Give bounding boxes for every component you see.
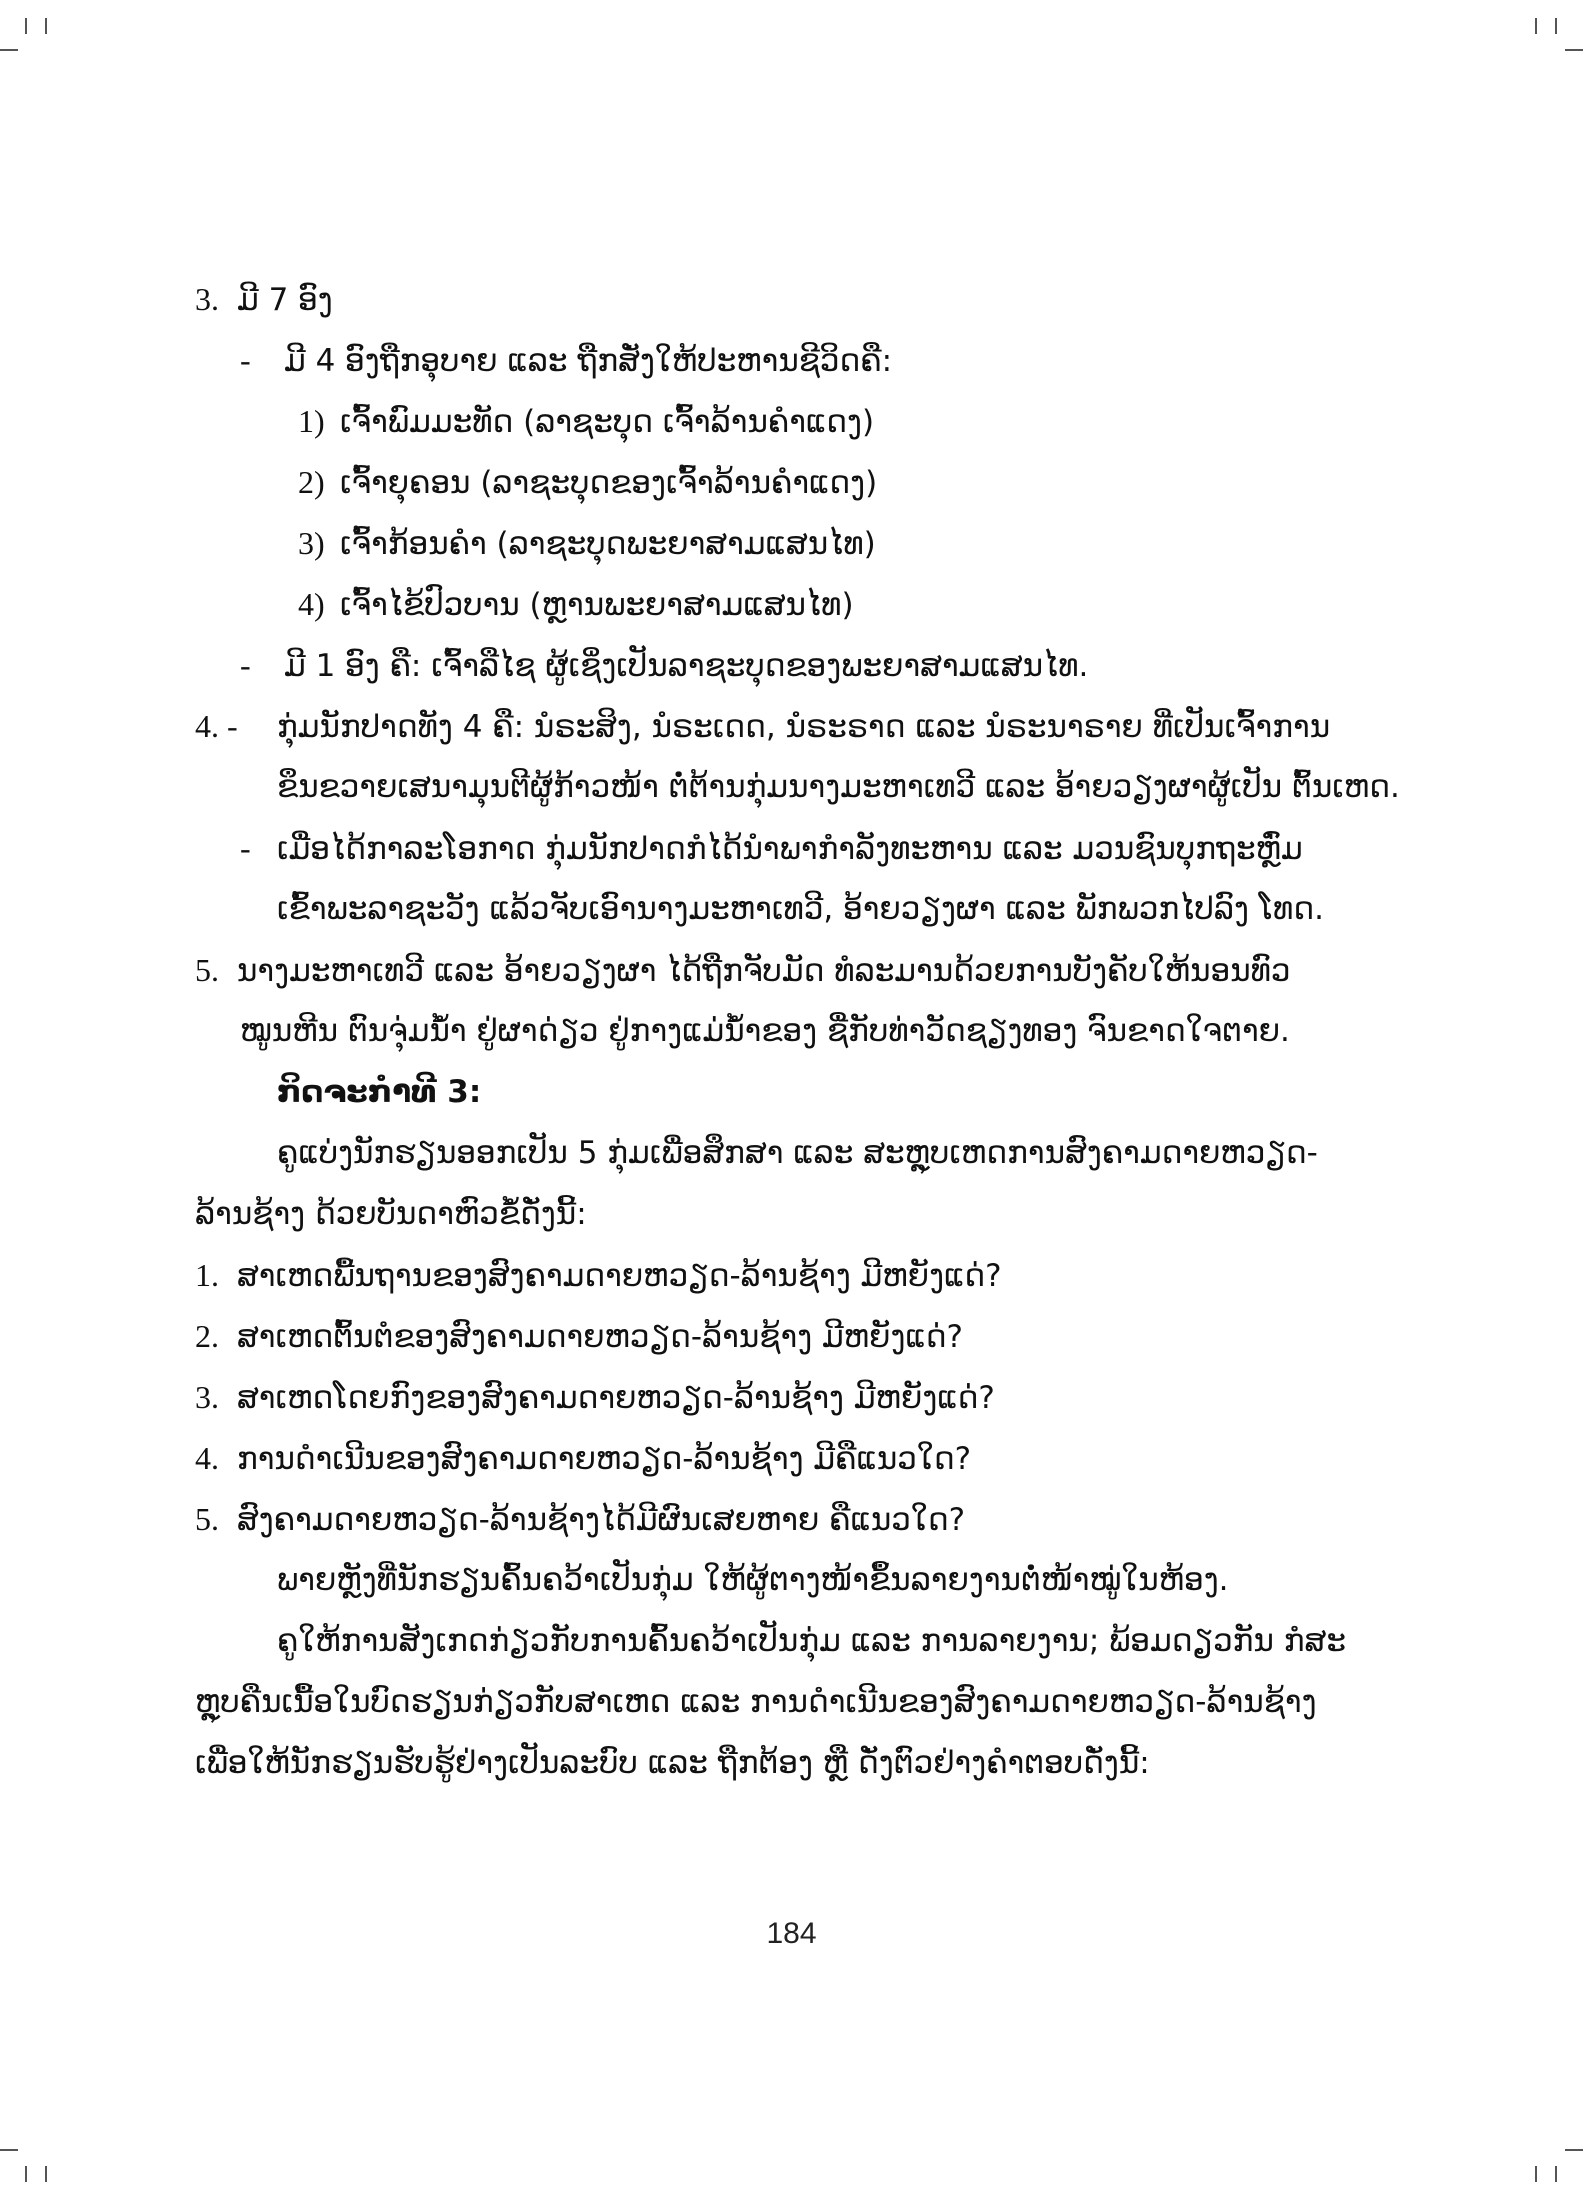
line-text: ກຸ່ມນັກປາດທັງ 4 ຄື: ນໍຣະສິງ, ນໍຣະເດດ, ນໍຣະຣາດ ແລະ ນໍຣະນາຣາຍ ທີ່ເປັນເຈົ້າການ xyxy=(277,709,1331,745)
line-text: ຫຼຸບຄືນເນື້ອໃນບົດຮຽນກ່ຽວກັບສາເຫດ ແລະ ການດຳເນີນຂອງສົງຄາມດາຍຫວຽດ-ລ້ານຊ້າງ xyxy=(195,1684,1317,1720)
line-text: ສາເຫດຕົ້ນຕໍຂອງສົງຄາມດາຍຫວຽດ-ລ້ານຊ້າງ ມີຫຍັງແດ່? xyxy=(237,1319,963,1355)
line-text: ເຈົ້າພົມມະທັດ (ລາຊະບຸດ ເຈົ້າລ້ານຄຳແດງ) xyxy=(340,404,875,440)
text-line-20 xyxy=(195,1436,971,1481)
text-line-15 xyxy=(277,1131,1318,1175)
text-line-25 xyxy=(195,1741,1150,1785)
list-number: 5. xyxy=(195,1501,219,1537)
text-line-12 xyxy=(195,948,1291,993)
text-line-1 xyxy=(195,277,333,322)
text-line-11 xyxy=(277,887,1324,931)
line-text: ຄູໃຫ້ການສັງເກດກ່ຽວກັບການຄົ້ນຄວ້າເປັນກຸ່ມ ແລະ ການລາຍງານ; ພ້ອມດຽວກັນ ກໍສະ xyxy=(277,1623,1346,1659)
text-line-6 xyxy=(298,582,854,627)
text-line-3 xyxy=(298,399,874,444)
line-text: ເຈົ້າຍຸຄອນ (ລາຊະບຸດຂອງເຈົ້າລ້ານຄຳແດງ) xyxy=(340,465,878,501)
line-text: ເຈົ້າກ້ອນຄຳ (ລາຊະບຸດພະຍາສາມແສນໄທ) xyxy=(340,526,876,562)
line-text: ມີ 4 ອົງຖືກອຸບາຍ ແລະ ຖືກສັ່ງໃຫ້ປະຫານຊີວິດຄື: xyxy=(284,343,893,379)
list-number: 3. xyxy=(195,281,219,317)
list-number: 4) xyxy=(298,586,325,622)
crop-mark-bottom-right-v2 xyxy=(1555,2166,1557,2182)
crop-mark-top-left-v2 xyxy=(45,18,47,34)
list-number: 4. xyxy=(195,1440,219,1476)
line-text: ພາຍຫຼັງທີ່ນັກຮຽນຄົ້ນຄວ້າເປັນກຸ່ມ ໃຫ້ຜູ້ຕາງໜ້າຂຶ້ນລາຍງານຕໍ່ໜ້າໝູ່ໃນຫ້ອງ. xyxy=(277,1562,1229,1598)
line-text: ເຈົ້າໄຂ້ປົວບານ (ຫຼານພະຍາສາມແສນໄທ) xyxy=(340,587,854,623)
list-number: 3) xyxy=(298,525,325,561)
line-text: ຄູແບ່ງນັກຮຽນອອກເປັນ 5 ກຸ່ມເພື່ອສຶກສາ ແລະ ສະຫຼຸບເຫດການສົງຄາມດາຍຫວຽດ- xyxy=(277,1135,1318,1171)
crop-mark-top-right-v1 xyxy=(1535,18,1537,34)
activity-heading xyxy=(277,1070,481,1114)
line-text: ລ້ານຊ້າງ ດ້ວຍບັນດາຫົວຂໍ້ດັ່ງນີ້: xyxy=(195,1196,587,1232)
line-text: ເພື່ອໃຫ້ນັກຮຽນຮັບຮູ້ຢ່າງເປັນລະບົບ ແລະ ຖືກຕ້ອງ ຫຼື ດັ່ງຕົວຢ່າງຄຳຕອບດັ່ງນີ້: xyxy=(195,1745,1150,1781)
text-line-2 xyxy=(240,338,892,383)
text-line-21 xyxy=(195,1497,965,1542)
list-number: 1) xyxy=(298,403,325,439)
crop-mark-bottom-left-h xyxy=(0,2149,18,2151)
line-text: ກິດຈະກຳທີ 3: xyxy=(277,1074,482,1110)
line-text: ເມື່ອໄດ້ກາລະໂອກາດ ກຸ່ມນັກປາດກໍໄດ້ນຳພາກຳລັງທະຫານ ແລະ ມວນຊົນບຸກຖະຫຼົ່ມ xyxy=(277,831,1303,867)
text-line-8 xyxy=(195,704,1330,749)
crop-mark-top-right-v2 xyxy=(1555,18,1557,34)
list-number: 5. xyxy=(195,952,219,988)
text-line-17 xyxy=(195,1253,1002,1298)
list-number: 1. xyxy=(195,1257,219,1293)
text-line-19 xyxy=(195,1375,995,1420)
crop-mark-top-left-v1 xyxy=(25,18,27,34)
crop-mark-bottom-right-v1 xyxy=(1535,2166,1537,2182)
text-line-10 xyxy=(240,826,1303,871)
text-line-13 xyxy=(240,1009,1290,1053)
text-line-16 xyxy=(195,1192,587,1236)
crop-mark-top-left-h xyxy=(0,49,18,51)
line-text: ການດຳເນີນຂອງສົງຄາມດາຍຫວຽດ-ລ້ານຊ້າງ ມີຄືແນວໃດ? xyxy=(237,1441,972,1477)
crop-mark-top-right-h xyxy=(1565,49,1583,51)
text-line-7 xyxy=(240,643,1088,688)
list-dash: - xyxy=(240,342,251,378)
list-dash: - xyxy=(240,830,251,866)
line-text: ສົງຄາມດາຍຫວຽດ-ລ້ານຊ້າງໄດ້ມີຜົນເສຍຫາຍ ຄືແນວໃດ? xyxy=(237,1502,966,1538)
line-text: ຂຶນຂວາຍເສນາມຸນຕີຜູ້ກ້າວໜ້າ ຕໍ່ຕ້ານກຸ່ມນາງມະຫາເທວີ ແລະ ອ້າຍວຽງຜາຜູ້ເປັນ ຕົ້ນເຫດ. xyxy=(277,769,1400,805)
text-line-22 xyxy=(277,1558,1229,1602)
line-text: ໝູນຫີນ ຕົນຈຸ່ມນ້ຳ ຢູ່ຜາດ່ຽວ ຢູ່ກາງແມ່ນ້ຳຂອງ ຊື່ກັບທ່າວັດຊຽງທອງ ຈົນຂາດໃຈຕາຍ. xyxy=(240,1013,1290,1049)
list-number: 4. - xyxy=(195,708,238,744)
text-line-5 xyxy=(298,521,876,566)
text-line-9 xyxy=(277,765,1400,809)
text-line-4 xyxy=(298,460,877,505)
line-text: ສາເຫດພື້ນຖານຂອງສົງຄາມດາຍຫວຽດ-ລ້ານຊ້າງ ມີຫຍັງແດ່? xyxy=(237,1258,1002,1294)
list-number: 2) xyxy=(298,464,325,500)
line-text: ເຂົ້າພະລາຊະວັງ ແລ້ວຈັບເອົານາງມະຫາເທວີ, ອ້າຍວຽງຜາ ແລະ ພັກພວກໄປລົງ ໂທດ. xyxy=(277,891,1324,927)
text-line-18 xyxy=(195,1314,963,1359)
crop-mark-bottom-right-h xyxy=(1565,2149,1583,2151)
list-number: 2. xyxy=(195,1318,219,1354)
page-number: 184 xyxy=(766,1917,817,1950)
crop-mark-bottom-left-v2 xyxy=(45,2166,47,2182)
list-dash: - xyxy=(240,647,251,683)
crop-mark-bottom-left-v1 xyxy=(25,2166,27,2182)
line-text: ນາງມະຫາເທວີ ແລະ ອ້າຍວຽງຜາ ໄດ້ຖືກຈັບມັດ ທໍລະມານດ້ວຍການບັງຄັບໃຫ້ນອນທົວ xyxy=(237,953,1291,989)
list-number: 3. xyxy=(195,1379,219,1415)
line-text: ມີ 1 ອົງ ຄື: ເຈົ້າລືໄຊ ຜູ້ເຊິ່ງເປັນລາຊະບຸດຂອງພະຍາສາມແສນໄທ. xyxy=(284,648,1089,684)
text-line-23 xyxy=(277,1619,1346,1663)
line-text: ສາເຫດໂດຍກົງຂອງສົງຄາມດາຍຫວຽດ-ລ້ານຊ້າງ ມີຫຍັງແດ່? xyxy=(237,1380,995,1416)
text-line-24 xyxy=(195,1680,1317,1724)
line-text: ມີ 7 ອົງ xyxy=(237,282,333,318)
